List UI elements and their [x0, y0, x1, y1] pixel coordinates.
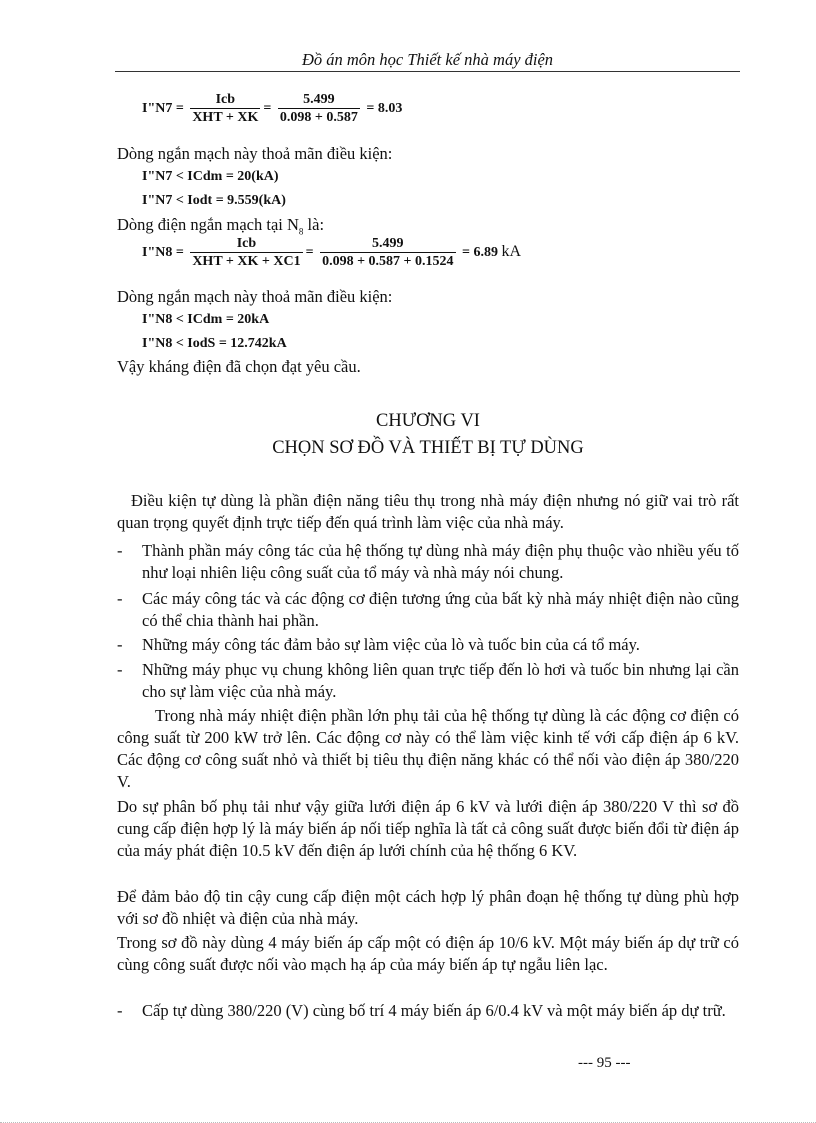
bullet-dash: -	[117, 635, 123, 654]
header-rule	[115, 71, 740, 72]
bullet-text: Những máy phục vụ chung không liên quan trực tiếp đến lò hơi và tuốc bin nhưng lại cần cho sự làm việc của nhà máy.	[142, 660, 739, 701]
bullet-item-5	[117, 1000, 739, 1022]
paragraph-supply-scheme: Do sự phân bố phụ tải như vậy giữa lưới điện áp 6 kV và lưới điện áp 380/220 V thì sơ đồ cung cấp điện hợp lý là máy biến áp nối tiếp nghĩa là tất cả công suất được biến đổi từ điện áp của máy phát điện 10.5 kV đến điện áp lưới chính của hệ thống 6 KV.	[117, 797, 739, 860]
bullet-item-2	[117, 588, 739, 632]
bullet-text: Thành phần máy công tác của hệ thống tự dùng nhà máy điện phụ thuộc vào nhiều yếu tố như loại nhiên liệu công suất của tổ máy và nhà máy nói chung.	[142, 541, 739, 582]
eq1-f1-numerator: Icb	[190, 92, 260, 109]
bullet-dash: -	[117, 1001, 123, 1020]
eq1-lhs: I"N7 =	[142, 101, 184, 117]
n8-subscript: 8	[298, 226, 304, 237]
chapter-title: CHỌN SƠ ĐỒ VÀ THIẾT BỊ TỰ DÙNG	[272, 438, 584, 458]
bullet-item-4	[117, 659, 739, 703]
bullet-dash: -	[117, 541, 123, 560]
bullet-text: Cấp tự dùng 380/220 (V) cùng bố trí 4 máy biến áp 6/0.4 kV và một máy biến áp dự trữ.	[142, 1001, 726, 1020]
eq2-f1-denominator: XHT + XK + XC1	[192, 254, 301, 269]
paragraph-intro: Điều kiện tự dùng là phần điện năng tiêu thụ trong nhà máy điện nhưng nó giữ vai trò rất quan trọng quyết định trực tiếp đến quá trình làm việc của nhà máy.	[117, 491, 739, 532]
eq2-f2-numerator: 5.499	[320, 236, 455, 253]
n8-intro-text: Dòng điện ngắn mạch tại N	[117, 215, 299, 234]
equation-n7: I"N7 = $\frac{\text{Icb}}{\text{XHT + XK}}$ = $\frac{5.499}{0.098 + 0.587}$ = 8.03	[142, 92, 403, 125]
eq1-f1-denominator: XHT + XK	[192, 110, 259, 125]
paragraph-reliability: Để đảm bảo độ tin cậy cung cấp điện một cách hợp lý phân đoạn hệ thống tự dùng phù hợp với sơ đồ nhiệt và điện của nhà máy.	[117, 887, 739, 928]
eq1-result: = 8.03	[366, 101, 403, 117]
eq1-f2-numerator: 5.499	[278, 92, 360, 109]
eq2-f1-numerator: Icb	[190, 236, 302, 253]
condition-intro-1: Dòng ngắn mạch này thoả mãn điều kiện:	[117, 144, 393, 163]
bullet-item-3	[117, 634, 739, 656]
conclusion-line: Vậy kháng điện đã chọn đạt yêu cầu.	[117, 357, 361, 376]
n8-intro-suffix: là:	[303, 215, 325, 234]
equation-n8: I"N8 = $\frac{\text{Icb}}{\text{XHT + XK + XC1}}$ = $\frac{5.499}{0.098 + 0.587 + 0.1524}$ = 6.89 kA	[142, 236, 522, 269]
eq2-fraction-numeric	[320, 236, 455, 270]
page-header: Đồ án môn học Thiết kế nhà máy điện	[301, 50, 554, 69]
eq2-lhs: I"N8 =	[142, 245, 184, 261]
condition-n7-breaker: I"N7 < ICdm = 20(kA)	[142, 169, 279, 184]
eq2-fraction-symbolic	[190, 236, 302, 270]
bullet-text: Những máy công tác đảm bảo sự làm việc của lò và tuốc bin của cá tổ máy.	[142, 635, 640, 654]
bullet-dash: -	[117, 589, 123, 608]
eq2-result: = 6.89	[462, 245, 499, 261]
eq1-f2-denominator: 0.098 + 0.587	[279, 110, 358, 125]
paragraph-loads: Trong nhà máy nhiệt điện phần lớn phụ tải của hệ thống tự dùng là các động cơ điện có công suất từ 200 kW trở lên. Các động cơ này có thể làm việc kinh tế với cấp điện áp 6 kV. Các động cơ công suất nhỏ và thiết bị tiêu thụ điện năng khác có thể nối vào điện áp 380/220 V.	[117, 706, 739, 791]
eq1-fraction-numeric	[278, 92, 360, 126]
condition-n8-stability: I"N8 < IodS = 12.742kA	[142, 336, 287, 351]
page-number: --- 95 ---	[578, 1055, 631, 1071]
bullet-dash: -	[117, 660, 123, 679]
eq2-unit: kA	[501, 243, 522, 261]
condition-n7-stability: I"N7 < Iodt = 9.559(kA)	[142, 193, 286, 208]
bullet-text: Các máy công tác và các động cơ điện tương ứng của bất kỳ nhà máy nhiệt điện nào cũng có thể chia thành hai phần.	[142, 589, 739, 630]
eq1-fraction-symbolic	[190, 92, 260, 126]
paragraph-transformers: Trong sơ đồ này dùng 4 máy biến áp cấp một có điện áp 10/6 kV. Một máy biến áp dự trữ có cùng công suất được nối vào mạch hạ áp của máy biến áp tự ngẫu liên lạc.	[117, 933, 739, 974]
chapter-number: CHƯƠNG VI	[376, 411, 480, 431]
condition-intro-2: Dòng ngắn mạch này thoả mãn điều kiện:	[117, 287, 393, 306]
condition-n8-breaker: I"N8 < ICdm = 20kA	[142, 312, 270, 327]
eq2-f2-denominator: 0.098 + 0.587 + 0.1524	[322, 254, 454, 269]
bullet-item-1	[117, 540, 739, 584]
